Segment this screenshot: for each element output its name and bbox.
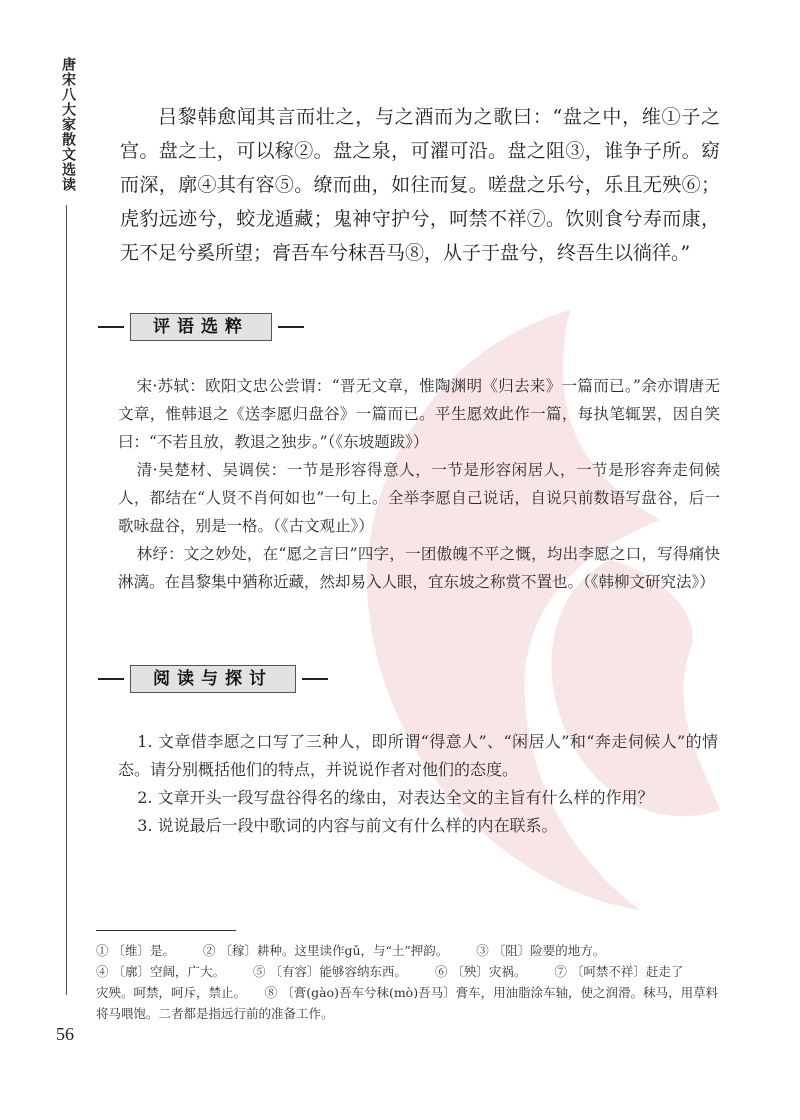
footnote: ③ 〔阻〕险要的地方。 (476, 943, 606, 958)
commentary-heading (98, 313, 304, 341)
essay-paragraph: 吕黎韩愈闻其言而壮之，与之酒而为之歌曰：“盘之中，维①子之宫。盘之土，可以稼②。盘之泉，可濯可沿。盘之阻③，谁争子所。窈而深，廓④其有容⑤。缭而曲，如往而复。嗟盘之乐兮，乐且无殃⑥；虎豹远迹兮，蛟龙遁藏；鬼神守护兮，呵禁不祥⑦。饮则食兮寿而康，无不足兮奚所望；膏吾车兮秣吾马⑧，从子于盘兮，终吾生以徜徉。” (120, 106, 720, 264)
heading-rule-left (98, 678, 124, 680)
commentary-heading-label: 评语选粹 (130, 313, 272, 341)
footnote-line: 灾殃。呵禁，呵斥，禁止。 ⑧ 〔膏(gào)吾车兮秣(mò)吾马〕膏车，用油脂涂车轴，使之润滑。秣马，用草料将马喂饱。二者都是指远行前的准备工作。 (96, 985, 719, 1021)
footnote: ⑤ 〔有容〕能够容纳东西。 (252, 964, 407, 979)
footnote-line (96, 961, 726, 982)
sidebar-divider (66, 205, 67, 995)
heading-rule-left (98, 326, 124, 328)
reading-heading (98, 665, 328, 693)
question-item: 3. 说说最后一段中歌词的内容与前文有什么样的内在联系。 (137, 816, 558, 835)
reading-heading-label: 阅读与探讨 (130, 665, 296, 693)
footnote: ① 〔维〕是。 (96, 943, 175, 958)
page-number: 56 (56, 1024, 74, 1044)
footnote: ⑦ 〔呵禁不祥〕赶走了 (554, 964, 684, 979)
commentary-item: 林纾：文之妙处，在“愿之言曰”四字，一团傲魄不平之慨，均出李愿之口，写得痛快淋漓。在昌黎集中猶称近藏，然却易入人眼，宜东坡之称赏不置也。（《韩柳文研究法》） (118, 545, 720, 591)
commentary-item: 宋·苏轼：欧阳文忠公尝谓：“晋无文章，惟陶渊明《归去来》一篇而已。”余亦谓唐无文章，惟韩退之《送李愿归盘谷》一篇而已。平生愿效此作一篇，每执笔辄罢，因自笑曰：“不若且放，教退之独步。”（《东坡题跋》） (118, 377, 720, 451)
book-title: 唐宋八大家散文选读 (60, 57, 76, 192)
question-list (118, 728, 718, 840)
heading-rule-right (278, 326, 304, 328)
question-item: 1. 文章借李愿之口写了三种人，即所谓“得意人”、“闲居人”和“奔走伺候人”的情态。请分别概括他们的特点，并说说作者对他们的态度。 (118, 732, 718, 779)
footnote: ⑥ 〔殃〕灾祸。 (434, 964, 527, 979)
footnote-line (96, 940, 726, 961)
footnote-divider (96, 930, 236, 931)
question-item: 2. 文章开头一段写盘谷得名的缘由，对表达全文的主旨有什么样的作用？ (137, 788, 654, 807)
commentary-item: 清·吴楚材、吴调侯：一节是形容得意人，一节是形容闲居人，一节是形容奔走伺候人，都结在“人贤不肖何如也”一句上。全举李愿自己说话，自说只前数语写盘谷，后一歌咏盘谷，别是一格。（《古文观止》） (118, 461, 720, 535)
footnote: ② 〔稼〕耕种。这里读作gǔ，与“土”押韵。 (202, 943, 449, 958)
heading-rule-right (302, 678, 328, 680)
footnotes (96, 940, 726, 1024)
commentary-list (118, 372, 720, 596)
footnote: ④ 〔廓〕空阔，广大。 (96, 964, 225, 979)
